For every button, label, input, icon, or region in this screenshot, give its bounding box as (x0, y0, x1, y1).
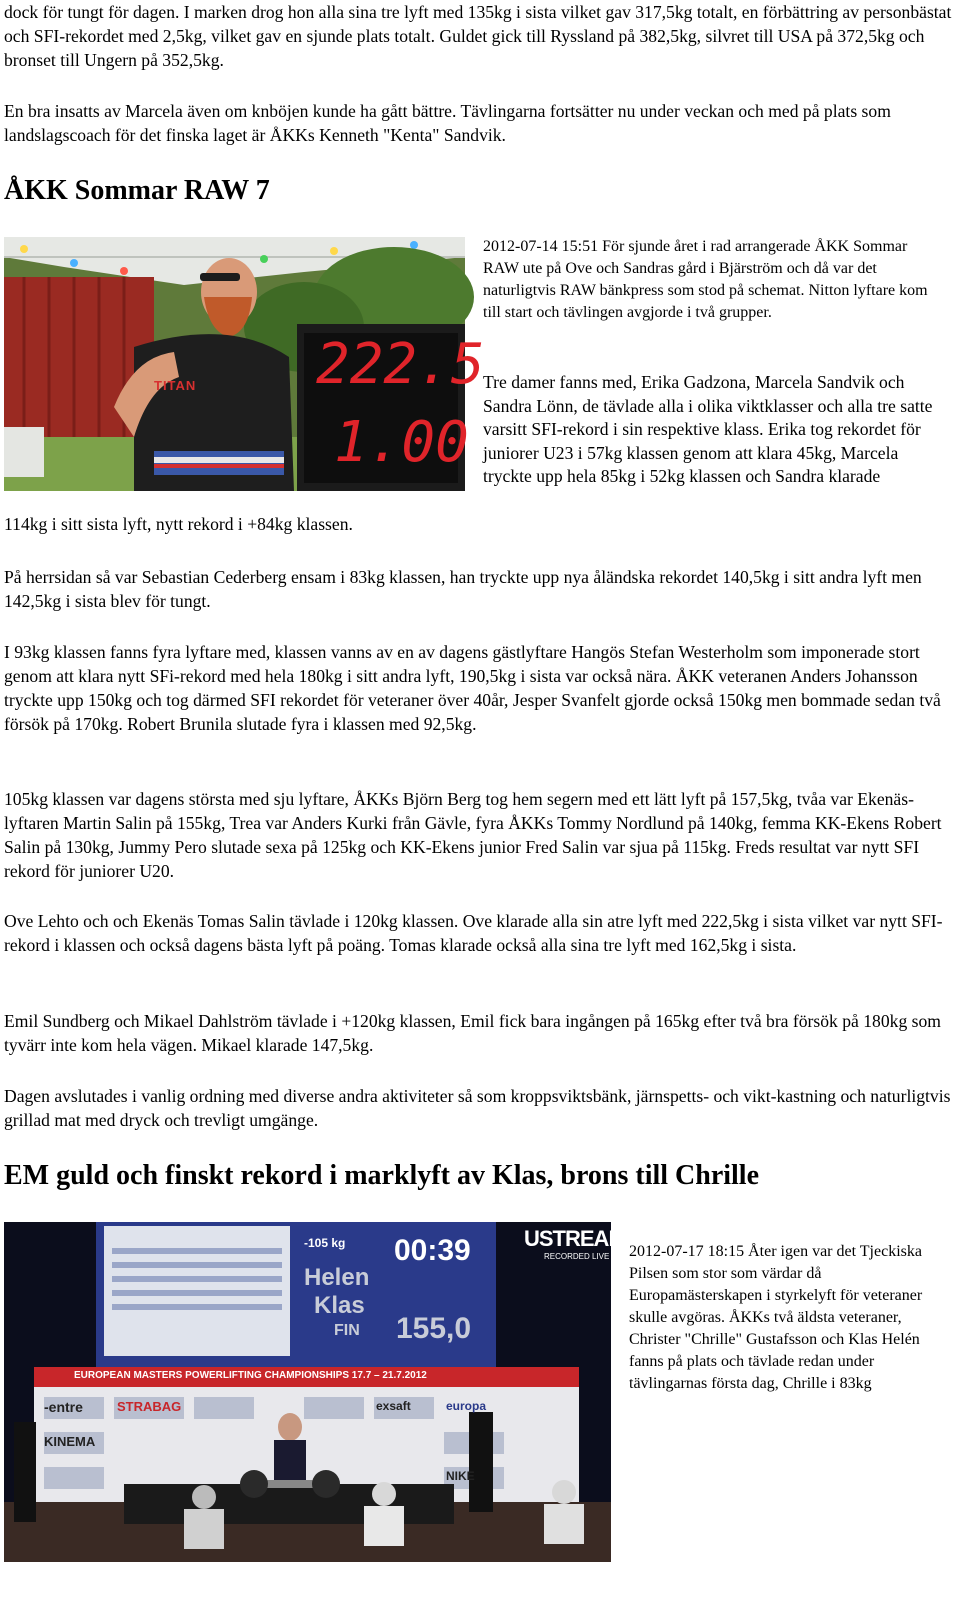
article-2-title: EM guld och finskt rekord i marklyft av Klas, brons till Chrille (4, 1160, 760, 1191)
article-1-paragraph: Dagen avslutades i vanlig ordning med diverse andra aktiviteter så som kroppsviktsbänk, järnspetts- och vikt-kastning och naturligtvis grillad mat med dryck och trevligt umgänge. (4, 1086, 951, 1130)
article-1-photo (4, 237, 485, 491)
top-paragraph-2: En bra insatts av Marcela även om knböjen kunde ha gått bättre. Tävlingarna fortsätter nu under veckan och med på plats som landslagscoach för det finska laget är ÅKKs Kenneth "Kenta" Sandvik. (4, 101, 891, 145)
screen-attempt-weight: 155,0 (396, 1312, 472, 1345)
article-1-paragraph: Emil Sundberg och Mikael Dahlström tävlade i +120kg klassen, Emil fick bara ingången på 165kg efter två bra försök på 180kg som tyvärr inte kom hela vägen. Mikael klarade 147,5kg. (4, 1011, 941, 1055)
photo-caption: 114kg i sitt sista lyft, nytt rekord i +84kg klassen. (4, 514, 353, 534)
sponsor-logo: exsaft (376, 1399, 411, 1413)
screen-lifter-last-name: Klas (314, 1292, 365, 1319)
sponsor-logo: STRABAG (117, 1399, 182, 1414)
sponsor-logo: -entre (44, 1399, 83, 1415)
sponsor-logo: NIKE (446, 1469, 475, 1483)
stage-banner-text: EUROPEAN MASTERS POWERLIFTING CHAMPIONSHIPS 17.7 – 21.7.2012 (74, 1370, 427, 1381)
shirt-logo: TITAN (154, 378, 197, 393)
screen-lifter-first-name: Helen (304, 1264, 370, 1291)
article-1-paragraph: I 93kg klassen fanns fyra lyftare med, klassen vanns av en av dagens gästlyftare Hangös Stefan Westerholm som imponerade stort genom att klara nytt SFi-rekord med hela 180kg i sitt andra lyft, 190,5kg i sista var också nära. ÅKK veteranen Anders Johansson tryckte upp 150kg och tog därmed SFI rekordet för veteraner över 40år, Jesper Svanfelt gjorde också 150kg men bommade sedan två försök på 170kg. Robert Brunila slutade fyra i klassen med 92,5kg. (4, 642, 941, 734)
article-1-paragraph: Ove Lehto och och Ekenäs Tomas Salin tävlade i 120kg klassen. Ove klarade alla sin atre lyft med 222,5kg i sista vilket var nytt SFI-rekord i klassen och också dagens bästa lyft på poäng. Tomas klarade också alla sina tre lyft med 162,5kg i sista. (4, 911, 943, 955)
screen-country: FIN (334, 1322, 360, 1339)
article-1-title: ÅKK Sommar RAW 7 (4, 175, 270, 206)
screen-timer: 00:39 (394, 1234, 471, 1267)
article-1-paragraph: 105kg klassen var dagens största med sju lyftare, ÅKKs Björn Berg tog hem segern med ett lätt lyft på 157,5kg, tvåa var Ekenäs-lyftaren Martin Salin på 155kg, Trea var Anders Kurki från Gävle, fyra ÅKKs Tommy Nordlund på 140kg, femma KK-Ekens Robert Salin på 130kg, Jummy Pero slutade sexa på 125kg och KK-Ekens junior Fred Salin var sjua på 115kg. Freds resultat var nytt SFI rekord för juniorer U20. (4, 789, 942, 881)
ustream-logo: USTREAM (524, 1226, 626, 1251)
article-2-intro: 2012-07-17 18:15 Åter igen var det Tjeckiska Pilsen som stor som värdar då Europamästerskapen i styrkelyft för veteraner skulle avgöras. ÅKKs två äldsta veteraner, Christer "Chrille" Gustafsson och Klas Helén fanns på plats och tävlade redan under tävlingarnas första dag, Chrille i 83kg (629, 1243, 923, 1392)
scoreboard-weight: 222.5 (316, 332, 485, 397)
article-1-intro: 2012-07-14 15:51 För sjunde året i rad arrangerade ÅKK Sommar RAW ute på Ove och Sandras gård i Bjärström och då var det naturligtvis RAW bänkpress som stod på schemat. Nitton lyftare kom till start och tävlingen avgjorde i två grupper. (483, 238, 928, 321)
ustream-subtitle: RECORDED LIVE (544, 1252, 610, 1261)
top-paragraph-1: dock för tungt för dagen. I marken drog hon alla sina tre lyft med 135kg i sista vilket gav 317,5kg totalt, en förbättring av personbästat och SFI-rekordet med 2,5kg, vilket gav en sjunde plats totalt. Guldet gick till Ryssland på 382,5kg, silvret till USA på 372,5kg och bronset till Ungern på 352,5kg. (4, 2, 952, 70)
article-1-paragraph: På herrsidan så var Sebastian Cederberg ensam i 83kg klassen, han tryckte upp nya åländska rekordet 140,5kg i sitt andra lyft men 142,5kg i sista blev för tungt. (4, 567, 922, 611)
article-2-photo (4, 1222, 626, 1562)
sponsor-logo: KINEMA (44, 1434, 96, 1449)
scoreboard-bar-weight: 1.00 (334, 410, 469, 475)
sponsor-logo: europa (446, 1399, 487, 1413)
screen-weight-class: -105 kg (304, 1236, 346, 1250)
article-1-side-paragraph: Tre damer fanns med, Erika Gadzona, Marcela Sandvik och Sandra Lönn, de tävlade alla i olika viktklasser och alla tre satte varsitt SFI-rekord i sin respektive klass. Erika tog rekordet för juniorer U23 i 57kg klassen genom att klara 45kg, Marcela tryckte upp hela 85kg i 52kg klassen och Sandra klarade (483, 372, 933, 486)
